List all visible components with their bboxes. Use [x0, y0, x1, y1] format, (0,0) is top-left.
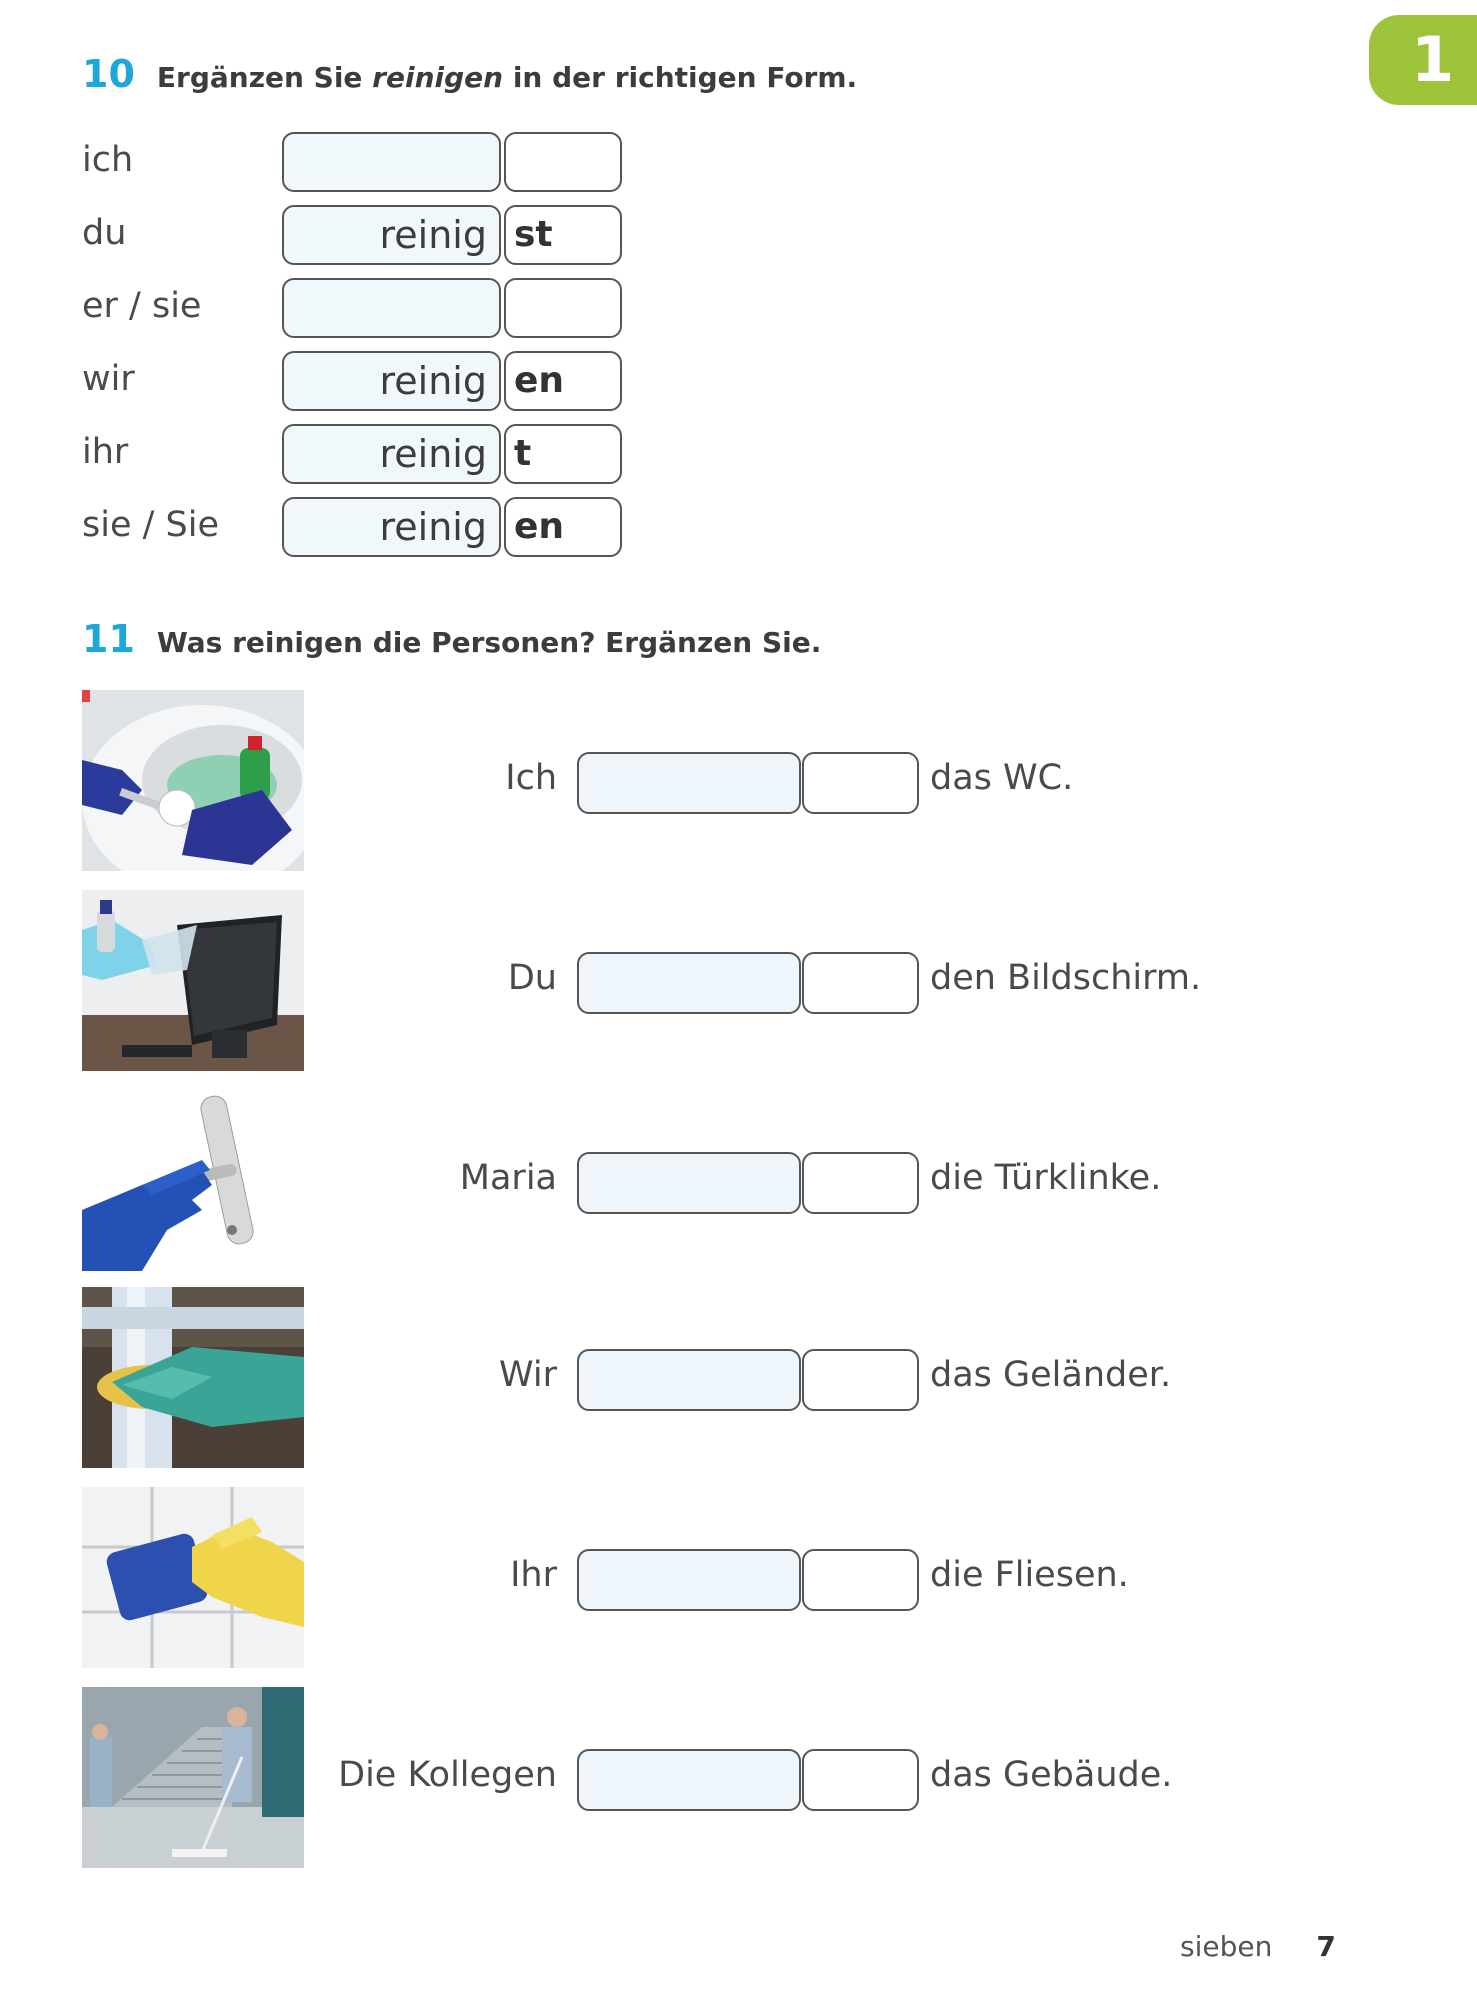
stem-answer-field[interactable]	[577, 952, 801, 1014]
railing-cleaning-photo	[82, 1287, 304, 1468]
ending-answer-field[interactable]	[802, 1152, 919, 1214]
stem-answer-field[interactable]: reinig	[282, 424, 501, 484]
stem-answer-field[interactable]	[577, 1549, 801, 1611]
instruction-text-after: in der richtigen Form.	[503, 61, 858, 94]
page-number: 7	[1316, 1930, 1336, 1963]
ending-answer-field[interactable]	[504, 278, 622, 338]
sentence-subject: Ihr	[510, 1555, 557, 1595]
building-cleaning-photo	[82, 1687, 304, 1868]
ending-answer-field[interactable]	[802, 1749, 919, 1811]
stem-answer-field[interactable]	[577, 1749, 801, 1811]
exercise-10-number: 10	[82, 52, 135, 96]
stem-answer-field[interactable]: reinig	[282, 205, 501, 265]
exercise-11-instruction: Was reinigen die Personen? Ergänzen Sie.	[156, 626, 822, 659]
conjugation-row	[82, 424, 642, 488]
ending-answer-field[interactable]	[802, 752, 919, 814]
pronoun-label: du	[82, 213, 127, 253]
sentence-subject: Maria	[459, 1158, 557, 1198]
exercise-11-heading	[82, 617, 821, 661]
exercise-10-heading	[82, 52, 857, 96]
sentence-object: das WC.	[930, 758, 1074, 798]
conjugation-row	[82, 497, 642, 561]
exercise-10-instruction	[157, 61, 857, 94]
page-number-word: sieben	[1180, 1930, 1273, 1963]
conjugation-row	[82, 132, 642, 196]
monitor-cleaning-photo	[82, 890, 304, 1071]
stem-answer-field[interactable]	[577, 752, 801, 814]
page-footer	[1180, 1930, 1336, 1963]
stem-answer-field[interactable]	[577, 1349, 801, 1411]
stem-answer-field[interactable]	[282, 278, 501, 338]
ending-answer-field[interactable]: t	[504, 424, 622, 484]
sentence-object: die Türklinke.	[930, 1158, 1162, 1198]
ending-answer-field[interactable]	[802, 1549, 919, 1611]
sentence-object: das Gebäude.	[930, 1755, 1173, 1795]
sentence-subject: Du	[507, 958, 557, 998]
tile-cleaning-photo	[82, 1487, 304, 1668]
sentence-subject: Wir	[499, 1355, 557, 1395]
ending-answer-field[interactable]	[802, 1349, 919, 1411]
stem-answer-field[interactable]: reinig	[282, 351, 501, 411]
stem-answer-field[interactable]	[577, 1152, 801, 1214]
ending-answer-field[interactable]	[802, 952, 919, 1014]
sentence-subject: Die Kollegen	[338, 1755, 557, 1795]
conjugation-row	[82, 205, 642, 269]
pronoun-label: sie / Sie	[82, 505, 220, 545]
pronoun-label: ihr	[82, 432, 129, 472]
pronoun-label: er / sie	[82, 286, 202, 326]
pronoun-label: wir	[82, 359, 135, 399]
instruction-text-before: Ergänzen Sie	[156, 61, 373, 94]
conjugation-row	[82, 278, 642, 342]
door-handle-cleaning-photo	[82, 1090, 304, 1271]
exercise-11-number: 11	[82, 617, 135, 661]
conjugation-row	[82, 351, 642, 415]
sentence-object: den Bildschirm.	[930, 958, 1202, 998]
stem-answer-field[interactable]: reinig	[282, 497, 501, 557]
ending-answer-field[interactable]	[504, 132, 622, 192]
chapter-tab: 1	[1369, 15, 1477, 105]
ending-answer-field[interactable]: en	[504, 351, 622, 411]
sentence-subject: Ich	[505, 758, 557, 798]
sentence-object: die Fliesen.	[930, 1555, 1129, 1595]
toilet-cleaning-photo	[82, 690, 304, 871]
pronoun-label: ich	[82, 140, 134, 180]
sentence-object: das Geländer.	[930, 1355, 1172, 1395]
ending-answer-field[interactable]: st	[504, 205, 622, 265]
stem-answer-field[interactable]	[282, 132, 501, 192]
instruction-verb: reinigen	[372, 61, 504, 94]
ending-answer-field[interactable]: en	[504, 497, 622, 557]
